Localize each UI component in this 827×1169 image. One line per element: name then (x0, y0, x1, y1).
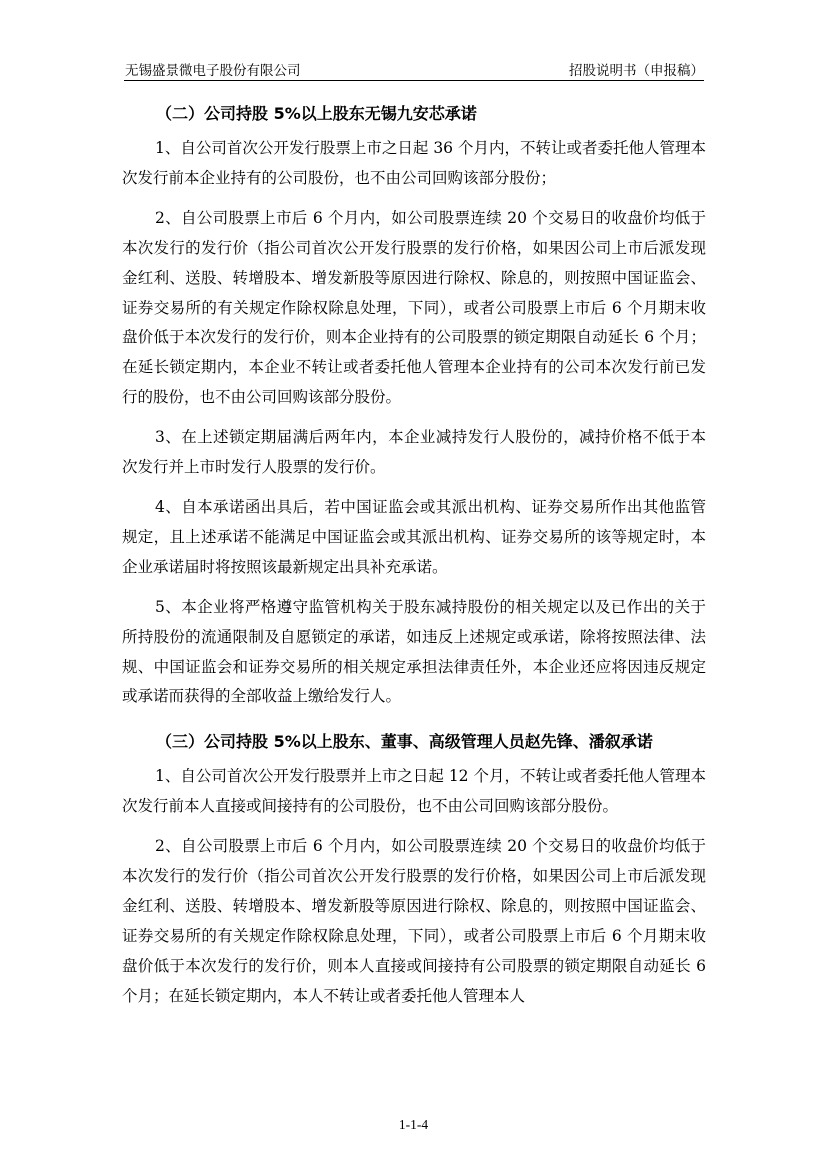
document-body (122, 94, 706, 1022)
paragraph: 5、本企业将严格遵守监管机构关于股东减持股份的相关规定以及已作出的关于所持股份的流通限制及自愿锁定的承诺，如违反上述规定或承诺，除将按照法律、法规、中国证监会和证券交易所的相关规定承担法律责任外，本企业还应将因违反规定或承诺而获得的全部收益上缴给发行人。 (122, 597, 706, 706)
paragraph: 4、自本承诺函出具后，若中国证监会或其派出机构、证券交易所作出其他监管规定，且上述承诺不能满足中国证监会或其派出机构、证券交易所的该等规定时，本企业承诺届时将按照该最新规定出具补充承诺。 (122, 497, 706, 576)
header-divider (124, 80, 704, 81)
header-document-type: 招股说明书（申报稿） (569, 63, 704, 79)
paragraph: 1、自公司首次公开发行股票上市之日起 36 个月内，不转让或者委托他人管理本次发行前本企业持有的公司股份，也不由公司回购该部分股份； (122, 139, 706, 187)
header-company-name: 无锡盛景微电子股份有限公司 (125, 63, 301, 79)
paragraph: 3、在上述锁定期届满后两年内，本企业减持发行人股份的，减持价格不低于本次发行并上市时发行人股票的发行价。 (122, 428, 706, 477)
paragraph: 1、自公司首次公开发行股票并上市之日起 12 个月，不转让或者委托他人管理本次发行前本人直接或间接持有的公司股份，也不由公司回购该部分股份。 (122, 767, 706, 816)
section-shareholder-jiuanxin (122, 94, 706, 712)
paragraph: 2、自公司股票上市后 6 个月内，如公司股票连续 20 个交易日的收盘价均低于本次发行的发行价（指公司首次公开发行股票的发行价格，如果因公司上市后派发现金红利、送股、转增股本、增发新股等原因进行除权、除息的，则按照中国证监会、证券交易所的有关规定作除权除息处理，下同），或者公司股票上市后 6 个月期末收盘价低于本次发行的发行价，则本人直接或间接持有公司股票的锁定期限自动延长 6 个月；在延长锁定期内，本人不转让或者委托他人管理本人 (122, 837, 706, 1005)
section-shareholder-directors (122, 722, 706, 1011)
section-heading: （三）公司持股 5%以上股东、董事、高级管理人员赵先锋、潘叙承诺 (156, 732, 653, 752)
paragraph: 2、自公司股票上市后 6 个月内，如公司股票连续 20 个交易日的收盘价均低于本次发行的发行价（指公司首次公开发行股票的发行价格，如果因公司上市后派发现金红利、送股、转增股本、增发新股等原因进行除权、除息的，则按照中国证监会、证券交易所的有关规定作除权除息处理，下同），或者公司股票上市后 6 个月期末收盘价低于本次发行的发行价，则本企业持有的公司股票的锁定期限自动延长 6 个月；在延长锁定期内，本企业不转让或者委托他人管理本企业持有的公司本次发行前已发行的股份，也不由公司回购该部分股份。 (122, 208, 706, 407)
page-number: 1-1-4 (398, 1117, 429, 1132)
section-heading: （二）公司持股 5%以上股东无锡九安芯承诺 (156, 104, 477, 123)
